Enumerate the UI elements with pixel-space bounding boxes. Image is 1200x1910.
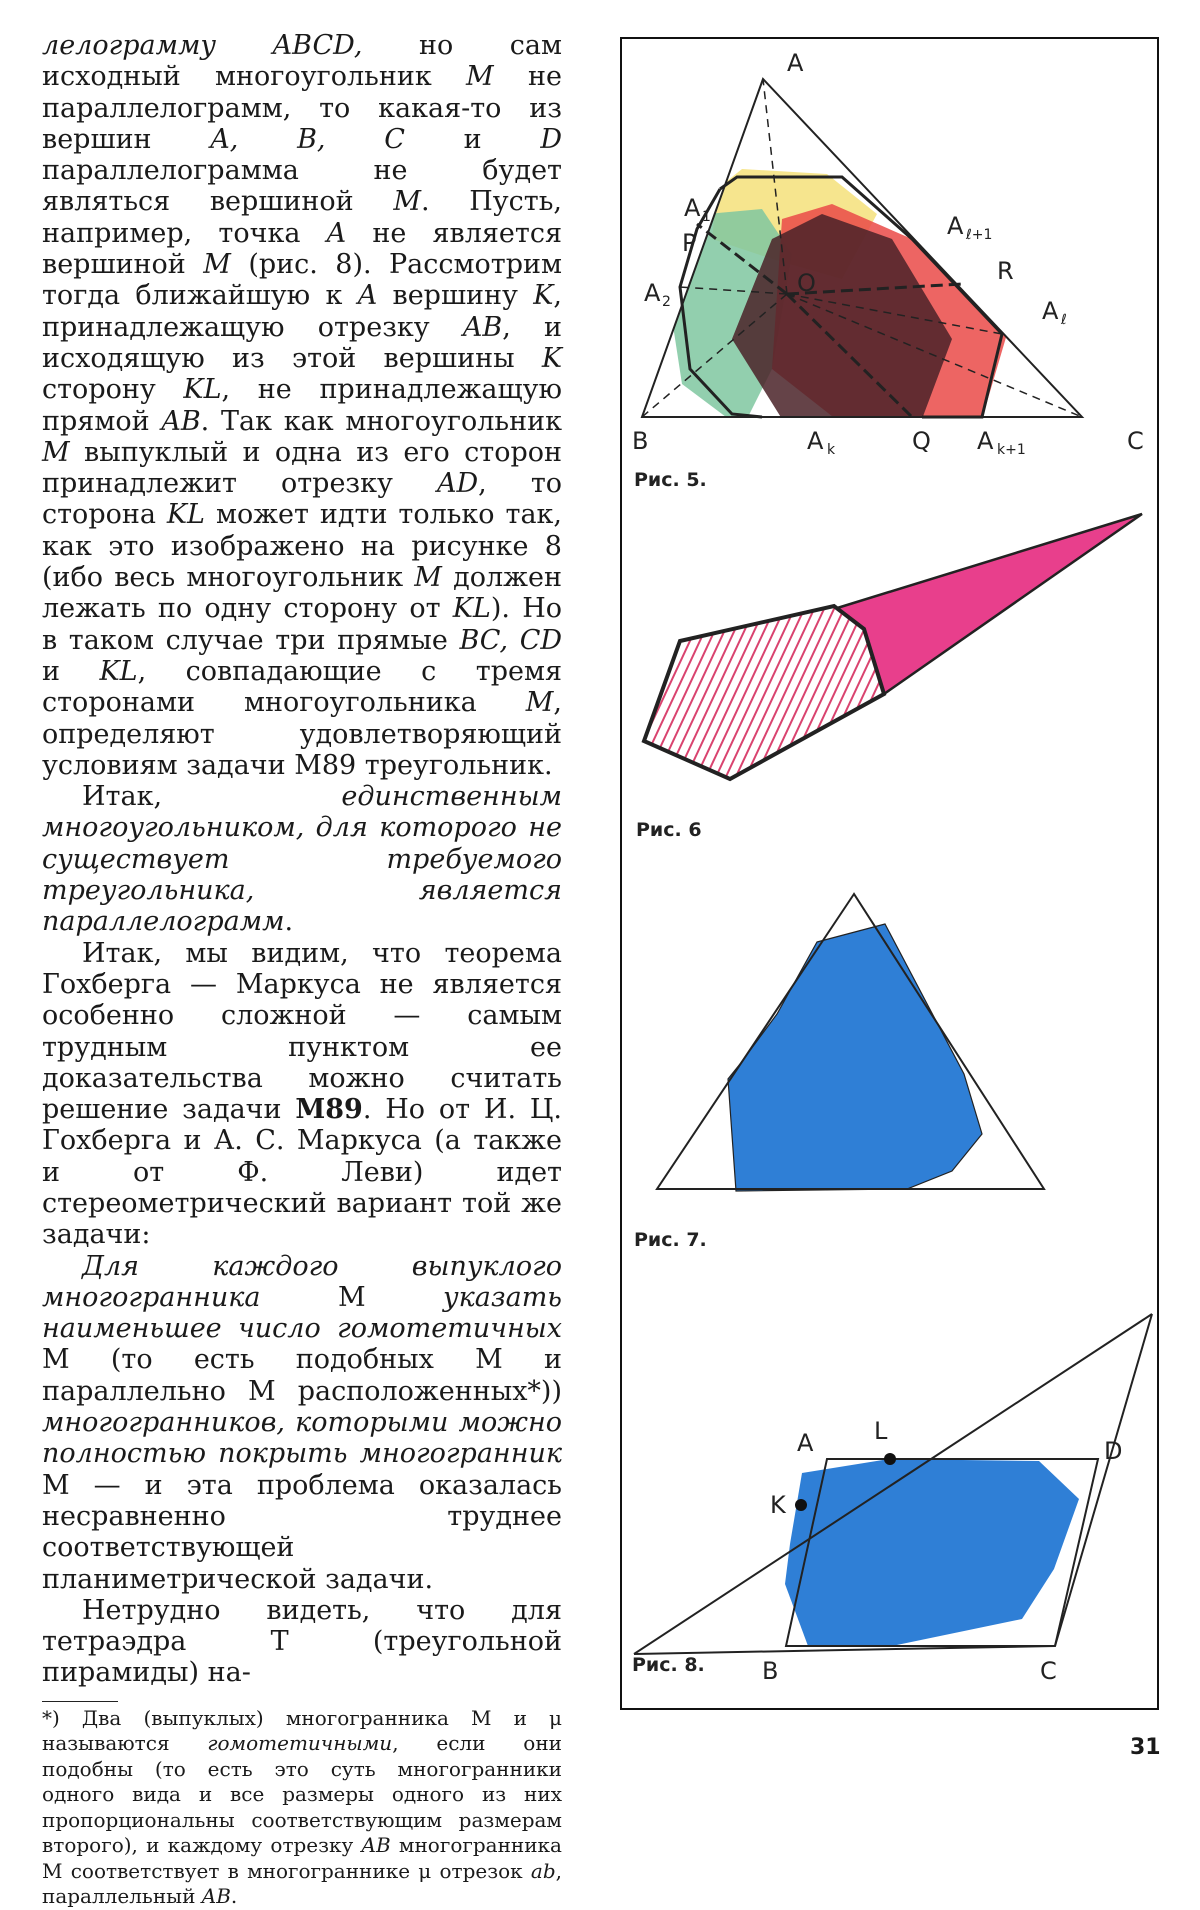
math-var: M (42, 1344, 70, 1376)
problem-ref: М89 (295, 1094, 363, 1126)
label-a: A (797, 1429, 814, 1457)
label-al: A (1042, 297, 1059, 325)
figure-8 (634, 1314, 1152, 1685)
label-p: P (682, 229, 697, 257)
text-run: вершину (377, 280, 534, 312)
math-var: AB (201, 1884, 231, 1909)
math-var: ab (530, 1858, 556, 1883)
math-var: K (533, 280, 554, 312)
text-column (42, 30, 562, 1910)
label-ak: A (807, 427, 824, 455)
text-run: , не принадлежащую прямой (42, 374, 562, 437)
text-run: *) Два (выпуклых) многогранника (42, 1705, 471, 1730)
math-var: M (42, 1858, 63, 1883)
caption-fig-5: Рис. 5. (634, 469, 707, 491)
math-var: M (414, 562, 442, 594)
math-var: BC, CD (459, 624, 562, 656)
label-d: D (1104, 1437, 1123, 1465)
line-cd (1055, 1314, 1152, 1646)
emphasis-text: многогранников, которыми можно полностью покрыть многогранник (42, 1407, 562, 1470)
paragraph-2 (42, 781, 562, 937)
emphasis-text: Для каждого выпуклого многогранника (42, 1250, 562, 1313)
text-run: . (230, 1884, 238, 1909)
math-var: A, B, C (210, 123, 405, 155)
math-var: K (541, 342, 562, 374)
text-run: . Так как многоугольник (200, 405, 562, 437)
text-run: и (404, 123, 541, 155)
math-var: M (203, 249, 231, 281)
text-run: расположенных*)) (275, 1375, 562, 1407)
text-run: соответствует в многограннике (62, 1858, 419, 1883)
label-a2-sub: 2 (662, 294, 671, 310)
label-al1: A (947, 212, 964, 240)
math-var: M (475, 1344, 503, 1376)
text-run: (рис. 8). Рассмотрим тогда ближайшую к (42, 249, 563, 312)
text-run: отрезок (431, 1858, 531, 1883)
label-al1-sub: ℓ+1 (966, 227, 993, 243)
text-run: , совпадающие с тремя сторонами многоугольника (42, 655, 562, 719)
text-run: . Но от И. Ц. Гохберга и А. С. Маркуса (а также и от Ф. Леви) идет стереометрический вариант той же задачи: (42, 1094, 562, 1251)
text-run: и (42, 655, 100, 687)
text-run: выпуклый и одна из его сторон принадлежит отрезку (42, 436, 562, 500)
text-run: , принадлежащую отрезку (42, 280, 563, 343)
label-a2: A (644, 279, 661, 307)
figure-5 (672, 169, 1007, 429)
text-run: называются (42, 1731, 208, 1756)
text-run: и (491, 1705, 549, 1730)
paragraph-1 (42, 30, 562, 781)
text-run: . (284, 906, 294, 938)
math-var: M (466, 61, 494, 93)
paragraph-5 (42, 1595, 562, 1689)
label-b: B (762, 1657, 779, 1685)
math-var: M (42, 1469, 70, 1501)
label-a1: A (684, 194, 701, 222)
paragraph-4 (42, 1251, 562, 1595)
text-run: и параллельно (42, 1344, 562, 1407)
figures-canvas (622, 39, 1161, 1712)
figure-6 (644, 514, 1142, 779)
math-var: AB (462, 311, 503, 343)
text-run: не является вершиной (42, 217, 562, 281)
math-var: μ (418, 1858, 432, 1883)
math-var: AD (437, 468, 479, 500)
math-var: M (393, 186, 421, 218)
text-run: многогранника (390, 1833, 562, 1858)
label-r: R (997, 257, 1014, 285)
text-run: не параллелограмм, то какая-то из вершин (42, 61, 562, 155)
math-var: M (525, 687, 554, 719)
label-ak-sub: k (827, 442, 836, 458)
text-run: Итак, (82, 781, 342, 813)
text-run: , и исходящую из этой вершины (42, 311, 562, 374)
text-run: но сам исходный многоугольник (42, 30, 562, 93)
label-c: C (1040, 1657, 1057, 1685)
label-q: Q (912, 427, 931, 455)
caption-fig-8: Рис. 8. (632, 1654, 705, 1676)
figure-frame (620, 37, 1159, 1710)
math-var: KL (452, 593, 491, 625)
math-var: KL (99, 655, 138, 687)
math-var: M (42, 436, 70, 468)
math-var: A (326, 217, 347, 249)
emphasis-text: гомотетичными (207, 1731, 393, 1756)
text-run: ). Но в таком случае три прямые (42, 593, 562, 656)
math-var: D (540, 123, 562, 155)
math-var: M (337, 1281, 366, 1313)
blue-polygon (728, 924, 982, 1191)
text-run: может идти только так, как это изображено на рисунке 8 (ибо весь многоугольник (42, 499, 562, 594)
footnote (42, 1706, 562, 1910)
emphasis-text: единственным многоугольником, для которого не существует требуемого треугольника, является параллелограмм (42, 781, 562, 938)
point-l (884, 1453, 896, 1465)
text-run: (треугольной пирамиды) на- (42, 1626, 562, 1689)
text-run: — и эта проблема оказалась несравненно труднее соответствующей планиметрической задачи. (42, 1469, 562, 1595)
math-var: A (357, 280, 378, 312)
math-var: μ (549, 1705, 562, 1730)
text-run: Нетрудно видеть, что для тетраэдра (42, 1594, 562, 1658)
emphasis-text: указать наименьшее число гомотетичных (42, 1281, 562, 1345)
text-run: . Пусть, например, точка (42, 186, 562, 249)
label-a1-sub: 1 (702, 209, 711, 225)
label-ak1-sub: k+1 (997, 442, 1026, 458)
label-k: K (770, 1491, 786, 1519)
figure-7 (657, 894, 1044, 1191)
text-run: , то сторона (42, 468, 563, 531)
label-b: B (632, 427, 649, 455)
text-run: лелограмму ABCD, (42, 30, 363, 61)
point-k (795, 1499, 807, 1511)
math-var: AB (161, 405, 201, 437)
page-number: 31 (1130, 1735, 1161, 1760)
text-run: должен лежать по одну сторону от (42, 562, 562, 625)
blue-polygon (785, 1459, 1079, 1646)
caption-fig-6: Рис. 6 (636, 819, 702, 841)
label-l: L (874, 1417, 888, 1445)
magenta-cone (834, 514, 1142, 694)
label-ak1: A (977, 427, 994, 455)
base-line (634, 1646, 1055, 1654)
caption-fig-7: Рис. 7. (634, 1229, 707, 1251)
text-run: , определяют удовлетворяющий условиям задачи М89 треугольник. (42, 687, 562, 781)
label-a: A (787, 49, 804, 77)
label-o: O (797, 269, 816, 297)
label-al-sub: ℓ (1061, 312, 1067, 328)
label-c: C (1127, 427, 1144, 455)
text-run: , параллельный (42, 1858, 562, 1909)
text-run: (то есть подобных (69, 1344, 476, 1376)
math-var: M (470, 1705, 492, 1730)
text-run: параллелограмма не будет являться вершиной (42, 155, 562, 218)
math-var: KL (166, 499, 205, 531)
math-var: M (247, 1375, 276, 1407)
math-var: KL (183, 374, 222, 406)
paragraph-3 (42, 938, 562, 1251)
math-var: T (270, 1626, 289, 1658)
math-var: AB (361, 1833, 391, 1858)
text-run: Итак, мы видим, что теорема Гохберга — Маркуса не является особенно сложной — самым трудным пунктом ее доказательства можно считать решение задачи (42, 937, 562, 1126)
hatched-polygon (644, 606, 884, 779)
text-run: , если они подобны (то есть это суть многогранники одного вида и все размеры одного из них пропорциональны соответствующим размерам второго), и каждому отрезку (42, 1731, 562, 1858)
footnote-rule (42, 1701, 118, 1702)
text-run: сторону (42, 374, 184, 406)
